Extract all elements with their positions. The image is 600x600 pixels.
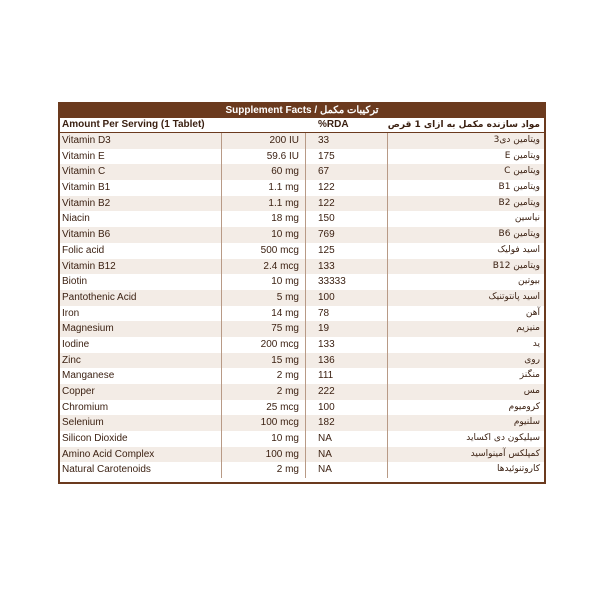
table-row: [60, 400, 544, 416]
amount-value: 200 IU: [222, 133, 306, 149]
persian-name: اسید فولیک: [497, 244, 540, 255]
rda-value: 125: [306, 243, 388, 259]
amount-value: 10 mg: [222, 274, 306, 290]
nutrient-name: Manganese: [60, 368, 222, 384]
persian-name: آهن: [525, 307, 540, 318]
rda-value: 769: [306, 227, 388, 243]
nutrient-name: Vitamin E: [60, 149, 222, 165]
amount-value: 60 mg: [222, 164, 306, 180]
amount-value: 14 mg: [222, 306, 306, 322]
persian-name: ویتامین B1: [498, 182, 540, 193]
amount-value: 18 mg: [222, 211, 306, 227]
rda-value: 67: [306, 164, 388, 180]
facts-table-body: [60, 133, 544, 478]
persian-name: بیوتین: [518, 276, 540, 287]
supplement-facts-panel: [58, 102, 546, 484]
rda-value: 19: [306, 321, 388, 337]
persian-name: ویتامین B12: [492, 260, 540, 271]
header-rda: %RDA: [318, 119, 349, 130]
persian-name: ویتامین B2: [498, 197, 540, 208]
rda-value: 78: [306, 306, 388, 322]
rda-value: NA: [306, 431, 388, 447]
table-row: [60, 431, 544, 447]
table-header: [60, 118, 544, 133]
amount-value: 100 mg: [222, 447, 306, 463]
amount-value: 1.1 mg: [222, 180, 306, 196]
nutrient-name: Biotin: [60, 274, 222, 290]
panel-title: Supplement Facts / ترکیبات مکمل: [60, 104, 544, 118]
header-amount: [222, 118, 306, 132]
table-row: [60, 227, 544, 243]
table-row: [60, 306, 544, 322]
nutrient-name: Niacin: [60, 211, 222, 227]
nutrient-name: Vitamin B2: [60, 196, 222, 212]
table-row: [60, 180, 544, 196]
nutrient-name: Iodine: [60, 337, 222, 353]
table-row: [60, 211, 544, 227]
persian-name: کمپلکس آمینواسید: [470, 448, 540, 459]
nutrient-name: Selenium: [60, 415, 222, 431]
rda-value: 175: [306, 149, 388, 165]
header-serving: Amount Per Serving (1 Tablet): [62, 119, 205, 130]
table-row: [60, 462, 544, 478]
table-row: [60, 384, 544, 400]
persian-name: نیاسین: [514, 213, 540, 224]
rda-value: 222: [306, 384, 388, 400]
persian-name: ویتامین B6: [498, 229, 540, 240]
table-row: [60, 447, 544, 463]
table-row: [60, 133, 544, 149]
rda-value: 100: [306, 290, 388, 306]
amount-value: 2 mg: [222, 368, 306, 384]
nutrient-name: Copper: [60, 384, 222, 400]
persian-name: منگنز: [519, 370, 540, 381]
amount-value: 100 mcg: [222, 415, 306, 431]
persian-name: ویتامین C: [504, 166, 540, 177]
table-row: [60, 368, 544, 384]
amount-value: 10 mg: [222, 431, 306, 447]
nutrient-name: Vitamin B6: [60, 227, 222, 243]
table-row: [60, 259, 544, 275]
amount-value: 500 mcg: [222, 243, 306, 259]
rda-value: 133: [306, 259, 388, 275]
table-row: [60, 243, 544, 259]
rda-value: 182: [306, 415, 388, 431]
persian-name: سلنیوم: [513, 417, 540, 428]
table-row: [60, 415, 544, 431]
amount-value: 200 mcg: [222, 337, 306, 353]
persian-name: کاروتنوئیدها: [496, 464, 540, 475]
rda-value: 133: [306, 337, 388, 353]
persian-name: ید: [532, 338, 540, 349]
amount-value: 5 mg: [222, 290, 306, 306]
rda-value: 33333: [306, 274, 388, 290]
table-row: [60, 274, 544, 290]
rda-value: 150: [306, 211, 388, 227]
nutrient-name: Natural Carotenoids: [60, 462, 222, 478]
amount-value: 2 mg: [222, 462, 306, 478]
nutrient-name: Vitamin C: [60, 164, 222, 180]
nutrient-name: Chromium: [60, 400, 222, 416]
nutrient-name: Vitamin B12: [60, 259, 222, 275]
persian-name: روی: [524, 354, 540, 365]
table-row: [60, 164, 544, 180]
table-row: [60, 353, 544, 369]
amount-value: 2 mg: [222, 384, 306, 400]
persian-name: سیلیکون دی اکساید: [466, 433, 540, 444]
amount-value: 15 mg: [222, 353, 306, 369]
header-fa: مواد سازنده مکمل به ازای 1 قرص: [388, 120, 540, 130]
rda-value: 100: [306, 400, 388, 416]
persian-name: ویتامین دی3: [493, 135, 540, 145]
persian-name: اسید پانتوتنیک: [488, 291, 540, 302]
table-row: [60, 290, 544, 306]
nutrient-name: Magnesium: [60, 321, 222, 337]
rda-value: 122: [306, 196, 388, 212]
persian-name: ویتامین E: [504, 150, 540, 161]
persian-name: مس: [523, 386, 540, 396]
amount-value: 1.1 mg: [222, 196, 306, 212]
table-row: [60, 337, 544, 353]
persian-name: کرومیوم: [508, 401, 540, 412]
nutrient-name: Folic acid: [60, 243, 222, 259]
table-row: [60, 196, 544, 212]
amount-value: 59.6 IU: [222, 149, 306, 165]
rda-value: 33: [306, 133, 388, 149]
table-row: [60, 321, 544, 337]
persian-name: منیزیم: [516, 323, 540, 334]
amount-value: 25 mcg: [222, 400, 306, 416]
nutrient-name: Amino Acid Complex: [60, 447, 222, 463]
nutrient-name: Zinc: [60, 353, 222, 369]
nutrient-name: Iron: [60, 306, 222, 322]
amount-value: 2.4 mcg: [222, 259, 306, 275]
rda-value: 122: [306, 180, 388, 196]
amount-value: 75 mg: [222, 321, 306, 337]
rda-value: NA: [306, 462, 388, 478]
nutrient-name: Vitamin B1: [60, 180, 222, 196]
rda-value: 111: [306, 368, 388, 384]
rda-value: 136: [306, 353, 388, 369]
nutrient-name: Vitamin D3: [60, 133, 222, 149]
table-row: [60, 149, 544, 165]
nutrient-name: Silicon Dioxide: [60, 431, 222, 447]
rda-value: NA: [306, 447, 388, 463]
nutrient-name: Pantothenic Acid: [60, 290, 222, 306]
amount-value: 10 mg: [222, 227, 306, 243]
